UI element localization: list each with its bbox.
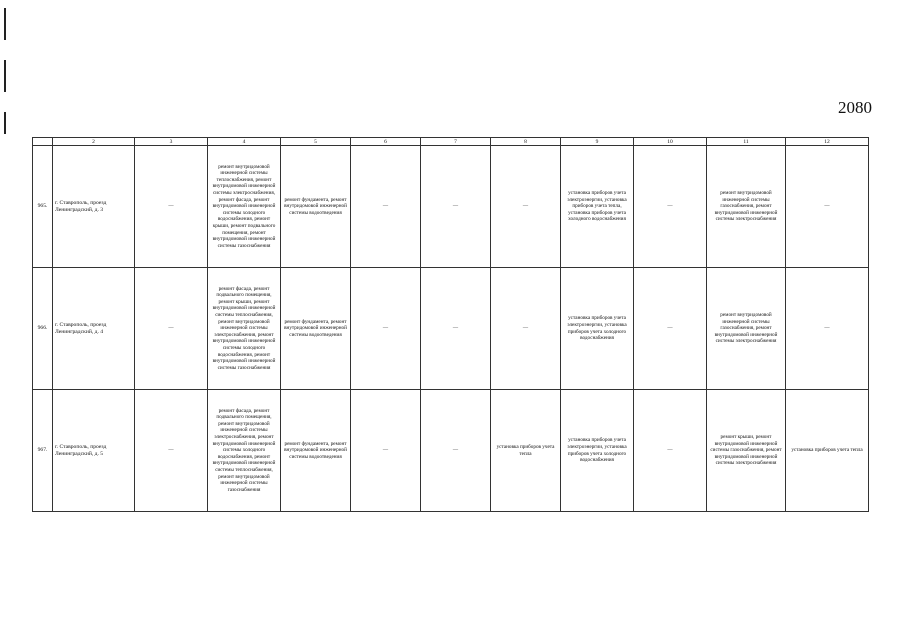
page-number: 2080 (838, 98, 872, 117)
data-cell: — (135, 268, 208, 390)
data-cell: — (634, 146, 707, 268)
data-cell: ремонт фундамента, ремонт внутридомовой инженерной системы водоотведения (281, 390, 351, 512)
column-header (33, 138, 53, 146)
data-cell: ремонт фундамента, ремонт внутридомовой инженерной системы водоотведения (281, 268, 351, 390)
data-cell: — (491, 146, 561, 268)
column-header: 7 (421, 138, 491, 146)
binder-mark-top (4, 8, 6, 40)
data-cell: — (421, 390, 491, 512)
data-cell: — (135, 390, 208, 512)
data-cell: — (786, 146, 869, 268)
data-cell: — (421, 146, 491, 268)
data-cell: ремонт фундамента, ремонт внутридомовой инженерной системы водоотведения (281, 146, 351, 268)
data-cell: установка приборов учета тепла (786, 390, 869, 512)
table-row (33, 390, 869, 512)
row-number: 965. (33, 146, 53, 268)
data-cell: — (786, 268, 869, 390)
data-cell: — (351, 146, 421, 268)
column-header: 9 (561, 138, 634, 146)
data-cell: — (491, 268, 561, 390)
column-header: 11 (707, 138, 786, 146)
data-cell: — (351, 390, 421, 512)
column-header: 3 (135, 138, 208, 146)
data-cell: ремонт внутридомовой инженерной системы газоснабжения, ремонт внутридомовой инженерной системы электроснабжения (707, 146, 786, 268)
address-cell: г. Ставрополь, проезд Ленинградский, д. 4 (53, 268, 135, 390)
data-cell: ремонт внутридомовой инженерной системы теплоснабжения, ремонт внутридомовой инженерной системы электроснабжения, ремонт фасада, ремонт внутридомовой инженерной системы холодного водоснабжения, ремонт крыши, ремонт подвального помещения, ремонт внутридомовой инженерной системы газоснабжения (208, 146, 281, 268)
table-row (33, 268, 869, 390)
column-header: 5 (281, 138, 351, 146)
row-number: 967. (33, 390, 53, 512)
data-cell: — (634, 268, 707, 390)
data-cell: установка приборов учета тепла (491, 390, 561, 512)
data-cell: установка приборов учета электроэнергии, установка приборов учета холодного водоснабжения (561, 390, 634, 512)
column-header: 10 (634, 138, 707, 146)
binder-mark-bottom (4, 112, 6, 134)
table-row (33, 146, 869, 268)
column-header: 12 (786, 138, 869, 146)
column-header: 2 (53, 138, 135, 146)
data-cell: установка приборов учета электроэнергии, установка приборов учета холодного водоснабжения (561, 268, 634, 390)
data-cell: — (421, 268, 491, 390)
data-cell: — (351, 268, 421, 390)
data-cell: ремонт внутридомовой инженерной системы газоснабжения, ремонт внутридомовой инженерной системы электроснабжения (707, 268, 786, 390)
data-cell: — (135, 146, 208, 268)
data-cell: — (634, 390, 707, 512)
column-header: 8 (491, 138, 561, 146)
data-cell: ремонт фасада, ремонт подвального помещения, ремонт внутридомовой инженерной системы электроснабжения, ремонт внутридомовой инженерной системы холодного водоснабжения, ремонт внутридомовой инженерной системы теплоснабжения, ремонт внутридомовой инженерной системы газоснабжения (208, 390, 281, 512)
housing-repair-table (32, 137, 869, 512)
address-cell: г. Ставрополь, проезд Ленинградский, д. 5 (53, 390, 135, 512)
header-row (33, 138, 869, 146)
column-header: 4 (208, 138, 281, 146)
binder-mark-middle (4, 60, 6, 92)
column-header: 6 (351, 138, 421, 146)
data-cell: ремонт фасада, ремонт подвального помещения, ремонт крыши, ремонт внутридомовой инженерной системы теплоснабжения, ремонт внутридомовой инженерной системы электроснабжения, ремонт внутридомовой инженерной системы холодного водоснабжения, ремонт внутридомовой инженерной системы газоснабжения (208, 268, 281, 390)
data-cell: ремонт крыши, ремонт внутридомовой инженерной системы газоснабжения, ремонт внутридомовой инженерной системы электроснабжения (707, 390, 786, 512)
row-number: 966. (33, 268, 53, 390)
address-cell: г. Ставрополь, проезд Ленинградский, д. 3 (53, 146, 135, 268)
data-cell: установка приборов учета электроэнергии, установка приборов учета тепла, установка приборов учета холодного водоснабжения (561, 146, 634, 268)
